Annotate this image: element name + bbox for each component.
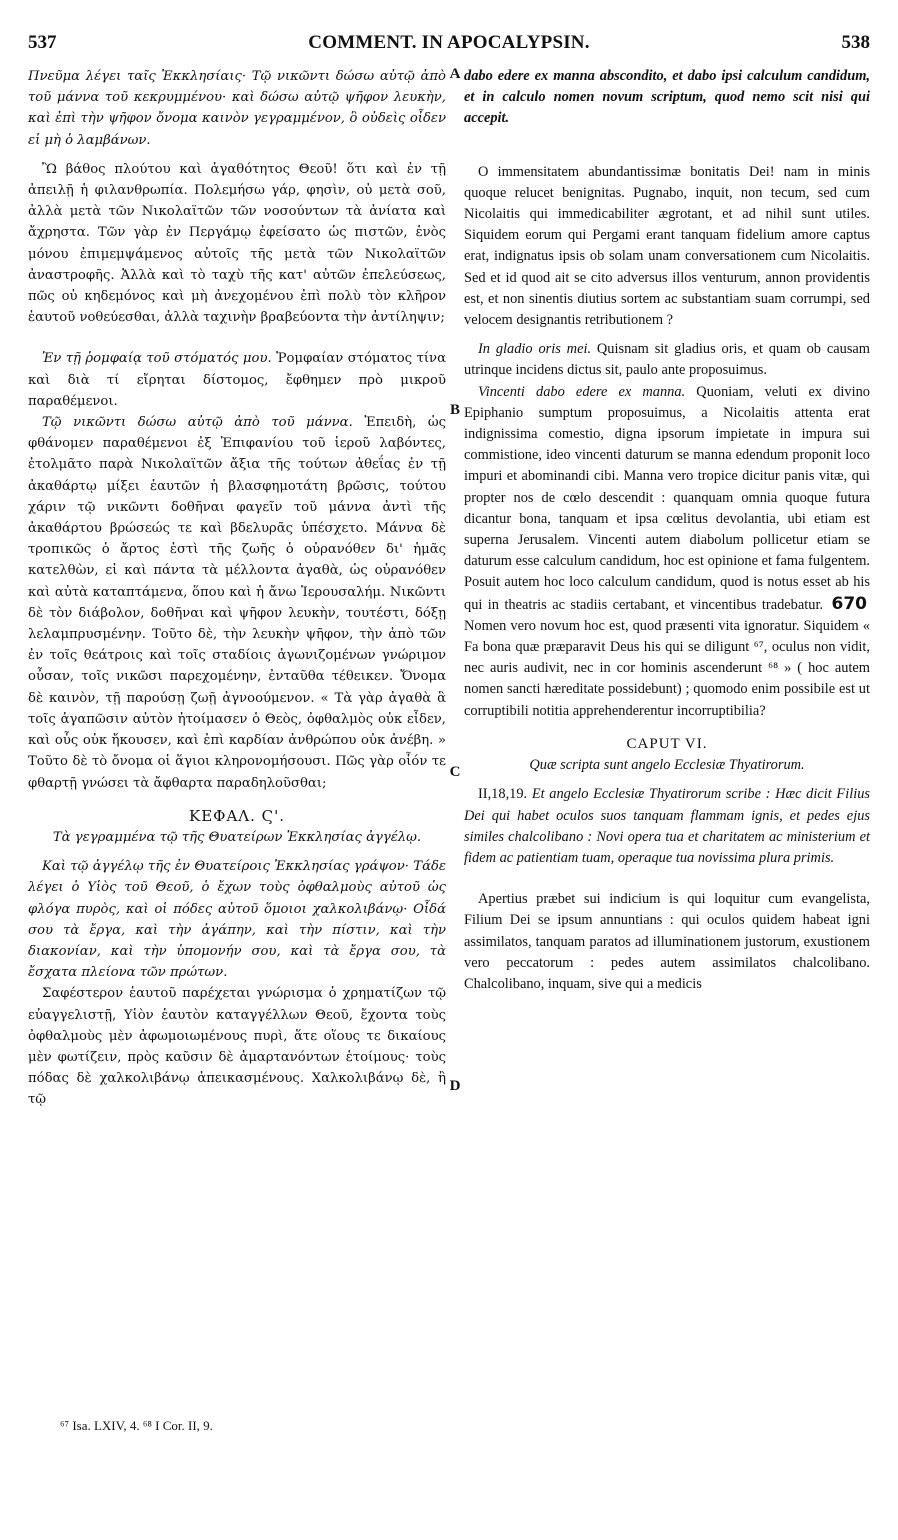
- latin-paragraph-3: Vincenti dabo edere ex manna. Quoniam, veluti ex divino Epiphanio sumptum proposuimus, a Nicolaitis attenta erat indignissima comestio, digna ipsorum impietate in impura sui commistione, ideo vincenti daturum se manna edendum proponit loco impuri et abominandi cibi. Manna vero tropice dicitur panis vitæ, qui propter nos de cœlo descendit : quanquam omnia quoque futura dicantur bona, tanquam et ipsa cœlitus devolantia, ubi etiam est superna Jerusalem. Vincenti autem diabolum pollicetur etiam se daturum esse calculum candidum, hoc est opinione et fama fulgentem. Posuit autem hoc loco calculum candidum, quod is notus esset ab his qui in theatris ac stadiis certabant, et vincentibus tradebatur. 670 Nomen vero novum hoc est, quod præsenti vita ignoratur. Siquidem « Fa bona quæ præparavit Deus his qui se diligunt ⁶⁷, oculus non vidit, nec auris audivit, nec in cor hominis ascenderunt ⁶⁸ » ( hoc autem nomen sancti hæreditate possidebunt) ; quomodo enim possibile est ut corruptibili notitia apprehenderentur incorruptibilia?: [464, 383, 870, 719]
- latin-chapter-heading: CAPUT VI.: [626, 735, 708, 752]
- greek-column: [28, 66, 446, 1111]
- running-header: [28, 32, 870, 58]
- latin-column: [464, 66, 870, 995]
- running-title: COMMENT. IN APOCALYPSIN.: [308, 32, 590, 53]
- greek-lemma-3: Τῷ νικῶντι δώσω αὐτῷ ἀπὸ τοῦ μάννα.: [42, 415, 353, 431]
- margin-letter-b: B: [449, 402, 460, 418]
- greek-paragraph-1: Ὢ βάθος πλούτου καὶ ἀγαθότητος Θεοῦ! ὅτι καὶ ἐν τῇ ἀπειλῇ ἡ φιλανθρωπία. Πολεμήσω γάρ, φησὶν, οὐ μετὰ σοῦ, ἀλλὰ μετὰ τῶν Νικολαϊτῶν τῶν νοσούντων τὰ ἀνίατα καὶ ἄχρηστα. Τῶν γὰρ ἐν Περγάμῳ ἐφείσατο ὡς πιστῶν, ἑνὸς μόνου ἐπιμεμψάμενος αὐτοῖς τῆς μετὰ τῶν Νικολαϊτῶν ἀναστροφῆς. Ἀλλὰ καὶ τὸ ταχὺ τῆς κατ' αὐτῶν ἐπελεύσεως, πῶς οὐ κηδεμόνος καὶ μὴ ἀνεχομένου ἐπὶ πολὺ τὸν κλῆρον ἑαυτοῦ νοθεύεσθαι, ἀλλὰ ταχινὴν βραβεύοντα τὴν ἀντίληψιν;: [28, 161, 446, 326]
- latin-chapter-subtitle: Quæ scripta sunt angelo Ecclesiæ Thyatirorum.: [529, 757, 805, 774]
- greek-lemma-1: Πνεῦμα λέγει ταῖς Ἐκκλησίαις· Τῷ νικῶντι δώσω αὐτῷ ἀπὸ τοῦ μάννα τοῦ κεκρυμμένου· καὶ δώσω αὐτῷ ψῆφον λευκὴν, καὶ ἐπὶ τὴν ψῆφον ὄνομα καινὸν γεγραμμένον, ὃ οὐδεὶς οἶδεν εἰ μὴ ὁ λαμβάνων.: [28, 69, 446, 148]
- margin-letter-a: A: [449, 66, 461, 82]
- greek-paragraph-2: Ἐν τῇ ῥομφαίᾳ τοῦ στόματός μου. Ῥομφαίαν στόματος τίνα καὶ διὰ τί εἴρηται δίστομος, ἔφθημεν πρὸ μικροῦ παραθέμενοι.: [28, 351, 446, 409]
- margin-letter-c: C: [449, 764, 461, 780]
- greek-lemma-4: Καὶ τῷ ἀγγέλῳ τῆς ἐν Θυατείροις Ἐκκλησίας γράψον· Τάδε λέγει ὁ Υἱὸς τοῦ Θεοῦ, ὁ ἔχων τοὺς ὀφθαλμοὺς αὐτοῦ ὡς φλόγα πυρὸς, καὶ οἱ πόδες αὐτοῦ ὅμοιοι χαλκολιβάνῳ· Οἶδά σου τὰ ἔργα, καὶ τὴν ἀγάπην, καὶ τὴν πίστιν, καὶ τὴν διακονίαν, καὶ τὴν ὑπομονήν σου, καὶ τὰ ἔργα σου, τὰ ἔσχατα πλείονα τῶν πρώτων.: [28, 859, 446, 981]
- greek-paragraph-3: Τῷ νικῶντι δώσω αὐτῷ ἀπὸ τοῦ μάννα. Ἐπειδὴ, ὡς φθάνομεν παραθέμενοι ἐξ Ἐπιφανίου τοῦ ἱεροῦ λαβόντες, ἐτολμᾶτο παρὰ Νικολαϊτῶν ἄξια τῆς τούτων ἀθεΐας ἐν τῇ ἀκαθάρτῳ μίξει ἑαυτῶν ἡ βλασφημοτάτη βρῶσις, τούτου χάριν τῷ νικῶντι δοθῆναι φαγεῖν τοῦ μάννα ἀντὶ τῆς ἀκαθάρτου βρώσεώς τε καὶ βδελυρᾶς ὑπέσχετο. Μάννα δὲ τροπικῶς ὁ ἄρτος ἐστὶ τῆς ζωῆς ὁ οὐρανόθεν δι' ἡμᾶς κατελθὼν, εἰ καὶ πάντα τὰ μέλλοντα ἀγαθὰ, ὡς οὐρανόθεν καὶ αὐτὰ καταπτάμενα, ὅπου καὶ ἡ ἄνω Ἱερουσαλήμ. Νικῶντι δὲ τὸν διάβολον, δοθῆναι καὶ ψῆφον λευκὴν, τουτέστι, δόξῃ λελαμπρυσμένην. Τοῦτο δὲ, τὴν λευκὴν ψῆφον, τὴν ἀπὸ τῶν ἐν τοῖς θεάτροις καὶ τοῖς σταδίοις ἀγωνιζομένων γνώριμον οὖσαν, τοῖς νικῶσι παρεχομένην, ἐνταῦθα τέθεικεν. Ὄνομα δὲ καινὸν, τῇ παρούσῃ ζωῇ ἀγνοούμενον. « Τὰ γὰρ ἀγαθὰ ἃ τοῖς ἀγαπῶσιν αὐτὸν ἡτοίμασεν ὁ Θεὸς, ὀφθαλμὸς οὐκ εἶδεν, καὶ οὖς οὐκ ἤκουσεν, καὶ ἐπὶ καρδίαν ἀνθρώπου οὐκ ἀνέβη. » Τοῦτο δὲ τὸ ὄνομα οἱ ἅγιοι κληρονομήσουσι. Πῶς γὰρ οἷόν τε φθαρτῇ γνώσει τὰ ἄφθαρτα παραδηλοῦσθαι;: [28, 415, 446, 791]
- column-number: 670: [831, 593, 867, 614]
- greek-chapter-subtitle: Τὰ γεγραμμένα τῷ τῆς Θυατείρων Ἐκκλησίας ἀγγέλῳ.: [52, 829, 422, 845]
- latin-lemma-1: dabo edere ex manna abscondito, et dabo ipsi calculum candidum, et in calculo nomen novum scriptum, quod nemo scit nisi qui accepit.: [464, 68, 870, 127]
- verse-reference: II,18,19.: [478, 786, 528, 803]
- greek-lemma-2: Ἐν τῇ ῥομφαίᾳ τοῦ στόματός μου.: [42, 351, 272, 367]
- greek-chapter-heading: ΚΕΦΑΛ. Ϛ'.: [188, 806, 286, 825]
- latin-paragraph-2: In gladio oris mei. Quisnam sit gladius oris, et quam ob causam utrinque incidens dictus sit, paulo ante proposuimus.: [464, 341, 870, 379]
- latin-paragraph-1: O immensitatem abundantissimæ bonitatis Dei! nam in minis quoque relucet benignitas. Pugnabo, inquit, non tecum, sed cum Nicolaitis qui immedicabiliter ægrotant, et ad nihil sunt utiles. Siquidem eorum qui Pergami erant tanquam fidelium amore captus erat, indignatus ipsis ob solam unam conversationem cum Nicolaitis. Sed et id quod ait se cito adversus illos venturum, annon providentis est, et non sinentis diutius sortem ac substantiam suam corrumpi, sed velocem designantis retributionem ?: [464, 163, 870, 329]
- latin-paragraph-4: Apertius præbet sui indicium is qui loquitur cum evangelista, Filium Dei se ipsum annuntians : qui oculos quidem habeat igni assimilatos, tanquam paratos ad illuminationem justorum, exustionem vero peccatorum : pedes autem assimilatos chalcolibano. Chalcolibano, inquam, sive qui a medicis: [464, 891, 870, 992]
- page-number-left: 537: [28, 32, 57, 53]
- footnote: ⁶⁷ Isa. LXIV, 4. ⁶⁸ I Cor. II, 9.: [60, 1418, 213, 1433]
- latin-lemma-3: Vincenti dabo edere ex manna.: [478, 383, 686, 400]
- greek-paragraph-4: Σαφέστερον ἑαυτοῦ παρέχεται γνώρισμα ὁ χρηματίζων τῷ εὐαγγελιστῇ, Υἱὸν ἑαυτὸν καταγγέλλων Θεοῦ, ἔχοντα τοὺς ὀφθαλμοὺς μὲν ἀφωμοιωμένους πυρὶ, ἅτε οἵους τε δικαίους μὲν φωτίζειν, πρὸς καῦσιν δὲ ἁμαρτανόντων ἑτοίμους· τοὺς πόδας δὲ χαλκολιβάνῳ ἀπεικασμένους. Χαλκολιβάνῳ δὲ, ἢ τῷ: [28, 986, 446, 1108]
- margin-letter-d: D: [449, 1078, 461, 1094]
- latin-lemma-4: II,18,19. Et angelo Ecclesiæ Thyatirorum scribe : Hæc dicit Filius Dei qui habet oculos suos tanquam flammam ignis, et pedes ejus similes chalcolibano : Novi opera tua et charitatem ac ministerium et fidem ac patientiam tuam, operaque tua novissima plura primis.: [464, 786, 870, 866]
- latin-lemma-2: In gladio oris mei.: [478, 341, 592, 358]
- page-number-right: 538: [841, 32, 870, 53]
